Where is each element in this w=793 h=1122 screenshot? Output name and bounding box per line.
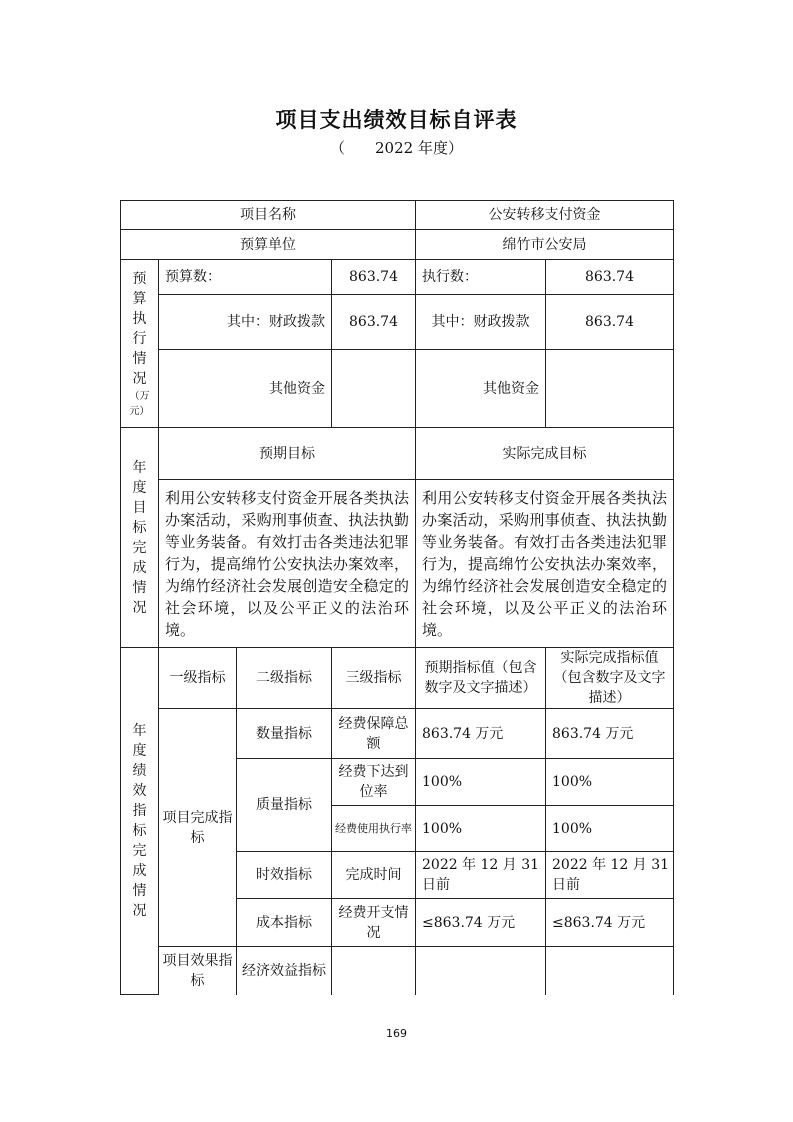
page-subtitle [0, 137, 793, 158]
level2-cell: 质量指标 [237, 759, 332, 852]
exec-label: 执行数： [416, 260, 546, 295]
table-row [121, 709, 674, 759]
project-name-row [121, 201, 674, 230]
expected-cell: 2022 年 12 月 31 日前 [416, 852, 546, 899]
other-funds-budget [332, 350, 416, 428]
other-funds-exec [546, 350, 674, 428]
expected-cell: 863.74 万元 [416, 709, 546, 759]
other-funds-label: 其他资金 [159, 350, 332, 428]
goal-header-row [121, 428, 674, 480]
level3-cell: 经费保障总额 [332, 709, 416, 759]
subtitle-open-paren: （ [330, 139, 346, 157]
fiscal-label: 其中：财政拨款 [159, 295, 332, 350]
level2-cell: 经济效益指标 [237, 947, 332, 995]
page-title: 项目支出绩效目标自评表 [275, 108, 518, 132]
budget-total-row [121, 260, 674, 295]
actual-cell: 2022 年 12 月 31 日前 [546, 852, 674, 899]
table-row [121, 947, 674, 995]
perf-section-label: 年 度 绩 效 指 标 完 成 情 况 [121, 648, 159, 995]
fiscal-row [121, 295, 674, 350]
budget-section-label: 预 算 执 行 情 况 （万元） [121, 260, 159, 428]
subtitle-year: 2022 年度 [375, 139, 448, 157]
header-level1: 一级指标 [159, 648, 237, 709]
expected-cell: 100% [416, 759, 546, 806]
effect-indicator-label: 项目效果指标 [159, 947, 237, 995]
level2-cell: 数量指标 [237, 709, 332, 759]
budget-unit-label: 预算单位 [121, 230, 416, 260]
actual-cell: 100% [546, 759, 674, 806]
project-name-value: 公安转移支付资金 [416, 201, 674, 230]
header-level2: 二级指标 [237, 648, 332, 709]
goal-section-label: 年 度 目 标 完 成 情 况 [121, 428, 159, 648]
project-name-label: 项目名称 [121, 201, 416, 230]
actual-cell [546, 947, 674, 995]
budget-unit-note: （万元） [129, 390, 150, 417]
level2-cell: 时效指标 [237, 852, 332, 899]
budget-unit-value: 绵竹市公安局 [416, 230, 674, 260]
budget-unit-row [121, 230, 674, 260]
perf-header-row [121, 648, 674, 709]
header-level3: 三级指标 [332, 648, 416, 709]
subtitle-close-paren: ） [447, 139, 463, 157]
actual-cell: 863.74 万元 [546, 709, 674, 759]
page-number: 169 [386, 1027, 407, 1040]
budget-value: 863.74 [332, 260, 416, 295]
fiscal-budget-value: 863.74 [332, 295, 416, 350]
expected-cell [416, 947, 546, 995]
expected-goal-label: 预期目标 [159, 428, 416, 480]
actual-goal-label: 实际完成目标 [416, 428, 674, 480]
level3-cell: 完成时间 [332, 852, 416, 899]
fiscal-exec-value: 863.74 [546, 295, 674, 350]
level3-cell: 经费下达到位率 [332, 759, 416, 806]
expected-goal-text: 利用公安转移支付资金开展各类执法办案活动，采购刑事侦查、执法执勤等业务装备。有效打击各类违法犯罪行为，提高绵竹公安执法办案效率，为绵竹经济社会发展创造安全稳定的社会环境，以及公平正义的法治环境。 [159, 480, 416, 648]
other-funds-exec-label: 其他资金 [416, 350, 546, 428]
expected-cell: 100% [416, 806, 546, 852]
budget-label: 预算数： [159, 260, 332, 295]
level3-cell: 经费开支情况 [332, 899, 416, 947]
actual-cell: 100% [546, 806, 674, 852]
header-expected: 预期指标值（包含数字及文字描述） [416, 648, 546, 709]
level2-cell: 成本指标 [237, 899, 332, 947]
goal-text-row [121, 480, 674, 648]
level3-cell [332, 947, 416, 995]
level3-cell: 经费使用执行率 [332, 806, 416, 852]
evaluation-table [120, 200, 674, 995]
expected-cell: ≤863.74 万元 [416, 899, 546, 947]
completion-indicator-label: 项目完成指标 [159, 709, 237, 947]
actual-cell: ≤863.74 万元 [546, 899, 674, 947]
exec-value: 863.74 [546, 260, 674, 295]
header-actual: 实际完成指标值（包含数字及文字描述） [546, 648, 674, 709]
fiscal-exec-label: 其中：财政拨款 [416, 295, 546, 350]
actual-goal-text: 利用公安转移支付资金开展各类执法办案活动，采购刑事侦查、执法执勤等业务装备。有效打击各类违法犯罪行为，提高绵竹公安执法办案效率，为绵竹经济社会发展创造安全稳定的社会环境，以及公平正义的法治环境。 [416, 480, 674, 648]
other-funds-row [121, 350, 674, 428]
